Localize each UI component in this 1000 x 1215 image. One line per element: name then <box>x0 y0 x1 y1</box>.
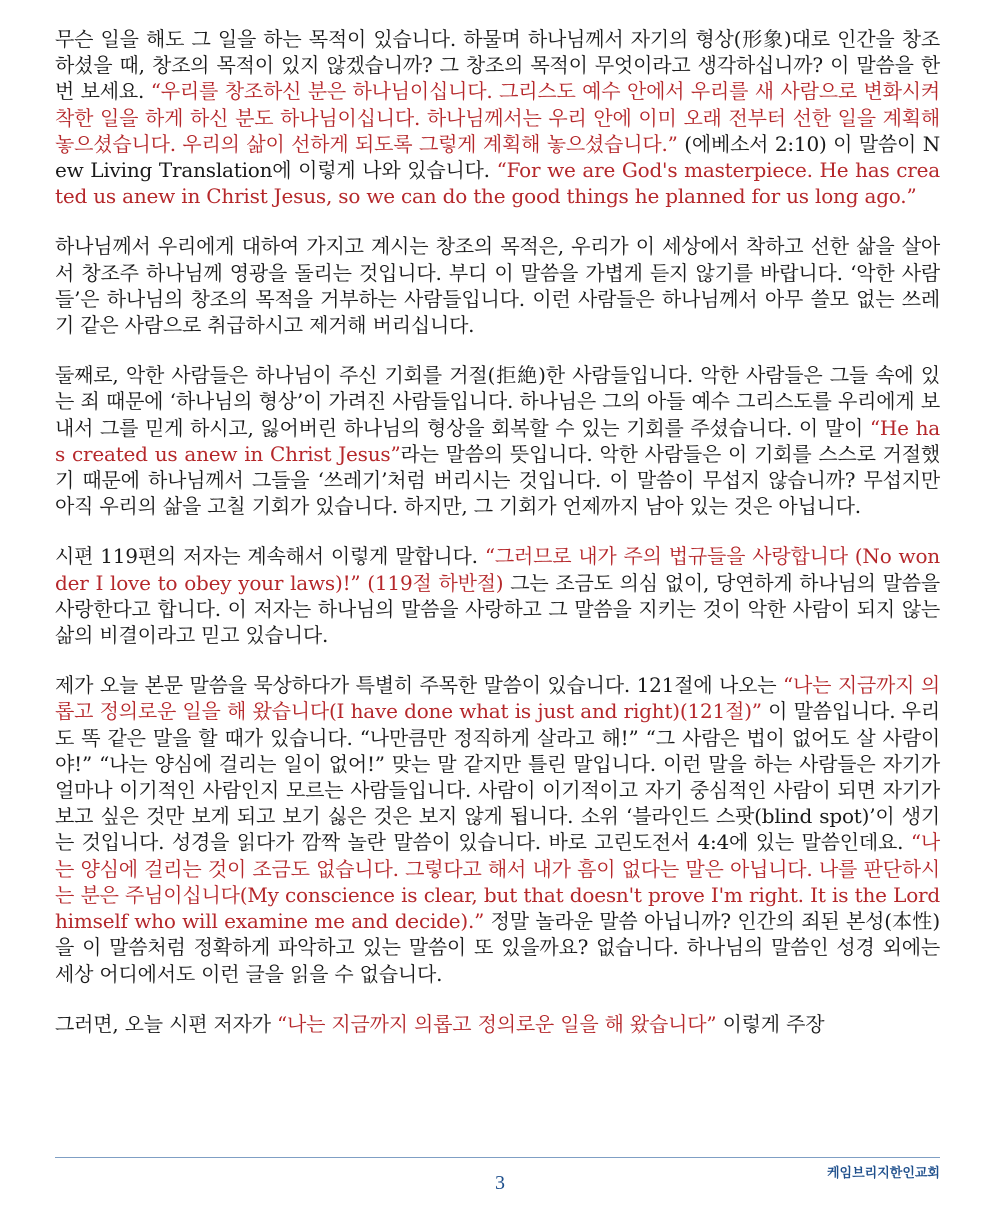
paragraph <box>55 543 940 648</box>
quoted-scripture: “나는 지금까지 의롭고 정의로운 일을 해 왔습니다” <box>277 1011 717 1036</box>
body-text: 하나님께서 우리에게 대하여 가지고 계시는 창조의 목적은, 우리가 이 세상에서 착하고 선한 삶을 살아서 창조주 하나님께 영광을 돌리는 것입니다. 부디 이 말씀을 가볍게 듣지 않기를 바랍니다. ‘악한 사람들’은 하나님의 창조의 목적을 거부하는 사람들입니다. 이런 사람들은 하나님께서 아무 쓸모 없는 쓰레기 같은 사람으로 취급하시고 제거해 버리십니다. <box>55 234 940 338</box>
paragraph <box>55 362 940 519</box>
church-name: 케임브리지한인교회 <box>826 1166 940 1181</box>
paragraph <box>55 26 940 209</box>
body-text: 시편 119편의 저자는 계속해서 이렇게 말합니다. <box>55 544 485 569</box>
body-text: 제가 오늘 본문 말씀을 묵상하다가 특별히 주목한 말씀이 있습니다. 121절에 나오는 <box>55 673 783 698</box>
quoted-scripture: “그러므로 내가 주의 법규들을 사랑합니다 (No wonder I love to obey your laws)!” (119절 하반절) <box>55 544 940 595</box>
footer-divider <box>55 1157 940 1158</box>
paragraph <box>55 1011 940 1037</box>
page-number: 3 <box>495 1172 505 1194</box>
body-text: 그러면, 오늘 시편 저자가 <box>55 1011 277 1036</box>
quoted-scripture: “우리를 창조하신 분은 하나님이십니다. 그리스도 예수 안에서 우리를 새 사람으로 변화시켜 착한 일을 하게 하신 분도 하나님이십니다. 하나님께서는 우리 안에 이미 오래 전부터 선한 일을 계획해 놓으셨습니다. 우리의 삶이 선하게 되도록 그렇게 계획해 놓으셨습니다.” <box>55 79 940 156</box>
body-text: (에베소서 2:10) 이 말씀이 New Living Translation에 이렇게 나와 있습니다. <box>55 131 940 183</box>
body-text: 정말 놀라운 말씀 아닙니까? 인간의 죄된 본성(本性)을 이 말씀처럼 정확하게 파악하고 있는 말씀이 또 있을까요? 없습니다. 하나님의 말씀인 성경 외에는 세상 어디에서도 이런 글을 읽을 수 없습니다. <box>55 909 940 986</box>
body-text: 무슨 일을 해도 그 일을 하는 목적이 있습니다. 하물며 하나님께서 자기의 형상(形象)대로 인간을 창조하셨을 때, 창조의 목적이 있지 않겠습니까? 그 창조의 목적이 무엇이라고 생각하십니까? 이 말씀을 한번 보세요. <box>55 27 940 104</box>
quoted-scripture: “나는 양심에 걸리는 것이 조금도 없습니다. 그렇다고 해서 내가 흠이 없다는 말은 아닙니다. 나를 판단하시는 분은 주님이십니다(My conscience is clear, but that doesn't prove I'm right. It is the Lord himself who will examine me and decide).” <box>55 830 940 934</box>
quoted-scripture: “나는 지금까지 의롭고 정의로운 일을 해 왔습니다(I have done what is just and right)(121절)” <box>55 673 940 724</box>
body-text: 그는 조금도 의심 없이, 당연하게 하나님의 말씀을 사랑한다고 합니다. 이 저자는 하나님의 말씀을 사랑하고 그 말씀을 지키는 것이 악한 사람이 되지 않는 삶의 비결이라고 믿고 있습니다. <box>55 570 940 648</box>
body-text: 이 말씀입니다. 우리도 똑 같은 말을 할 때가 있습니다. “나만큼만 정직하게 살라고 해!” “그 사람은 법이 없어도 살 사람이야!” “나는 양심에 걸리는 일이 없어!” 맞는 말 같지만 틀린 말입니다. 이런 말을 하는 사람들은 자기가 얼마나 이기적인 사람인지 모르는 사람들입니다. 사람이 이기적이고 자기 중심적인 사람이 되면 자기가 보고 싶은 것만 보게 되고 보기 싫은 것은 보지 않게 됩니다. 소위 ‘블라인드 스팟(blind spot)’이 생기는 것입니다. 성경을 읽다가 깜짝 놀란 말씀이 있습니다. 바로 고린도전서 4:4에 있는 말씀인데요. <box>55 699 940 855</box>
body-text: 라는 말씀의 뜻입니다. 악한 사람들은 이 기회를 스스로 거절했기 때문에 하나님께서 그들을 ‘쓰레기’처럼 버리시는 것입니다. 이 말씀이 무섭지 않습니까? 무섭지만 아직 우리의 삶을 고칠 기회가 있습니다. 하지만, 그 기회가 언제까지 남아 있는 것은 아닙니다. <box>55 441 940 519</box>
article-body <box>55 26 940 1061</box>
body-text: 둘째로, 악한 사람들은 하나님이 주신 기회를 거절(拒絶)한 사람들입니다. 악한 사람들은 그들 속에 있는 죄 때문에 ‘하나님의 형상’이 가려진 사람들입니다. 하나님은 그의 아들 예수 그리스도를 우리에게 보내서 그를 믿게 하시고, 잃어버린 하나님의 형상을 회복할 수 있는 기회를 주셨습니다. 이 말이 <box>55 363 940 440</box>
paragraph <box>55 233 940 338</box>
paragraph <box>55 672 940 986</box>
quoted-scripture: “For we are God's masterpiece. He has created us anew in Christ Jesus, so we can do the good things he planned for us long ago.” <box>55 158 940 209</box>
quoted-scripture: “He has created us anew in Christ Jesus” <box>55 415 940 466</box>
body-text: 이렇게 주장 <box>716 1011 825 1036</box>
